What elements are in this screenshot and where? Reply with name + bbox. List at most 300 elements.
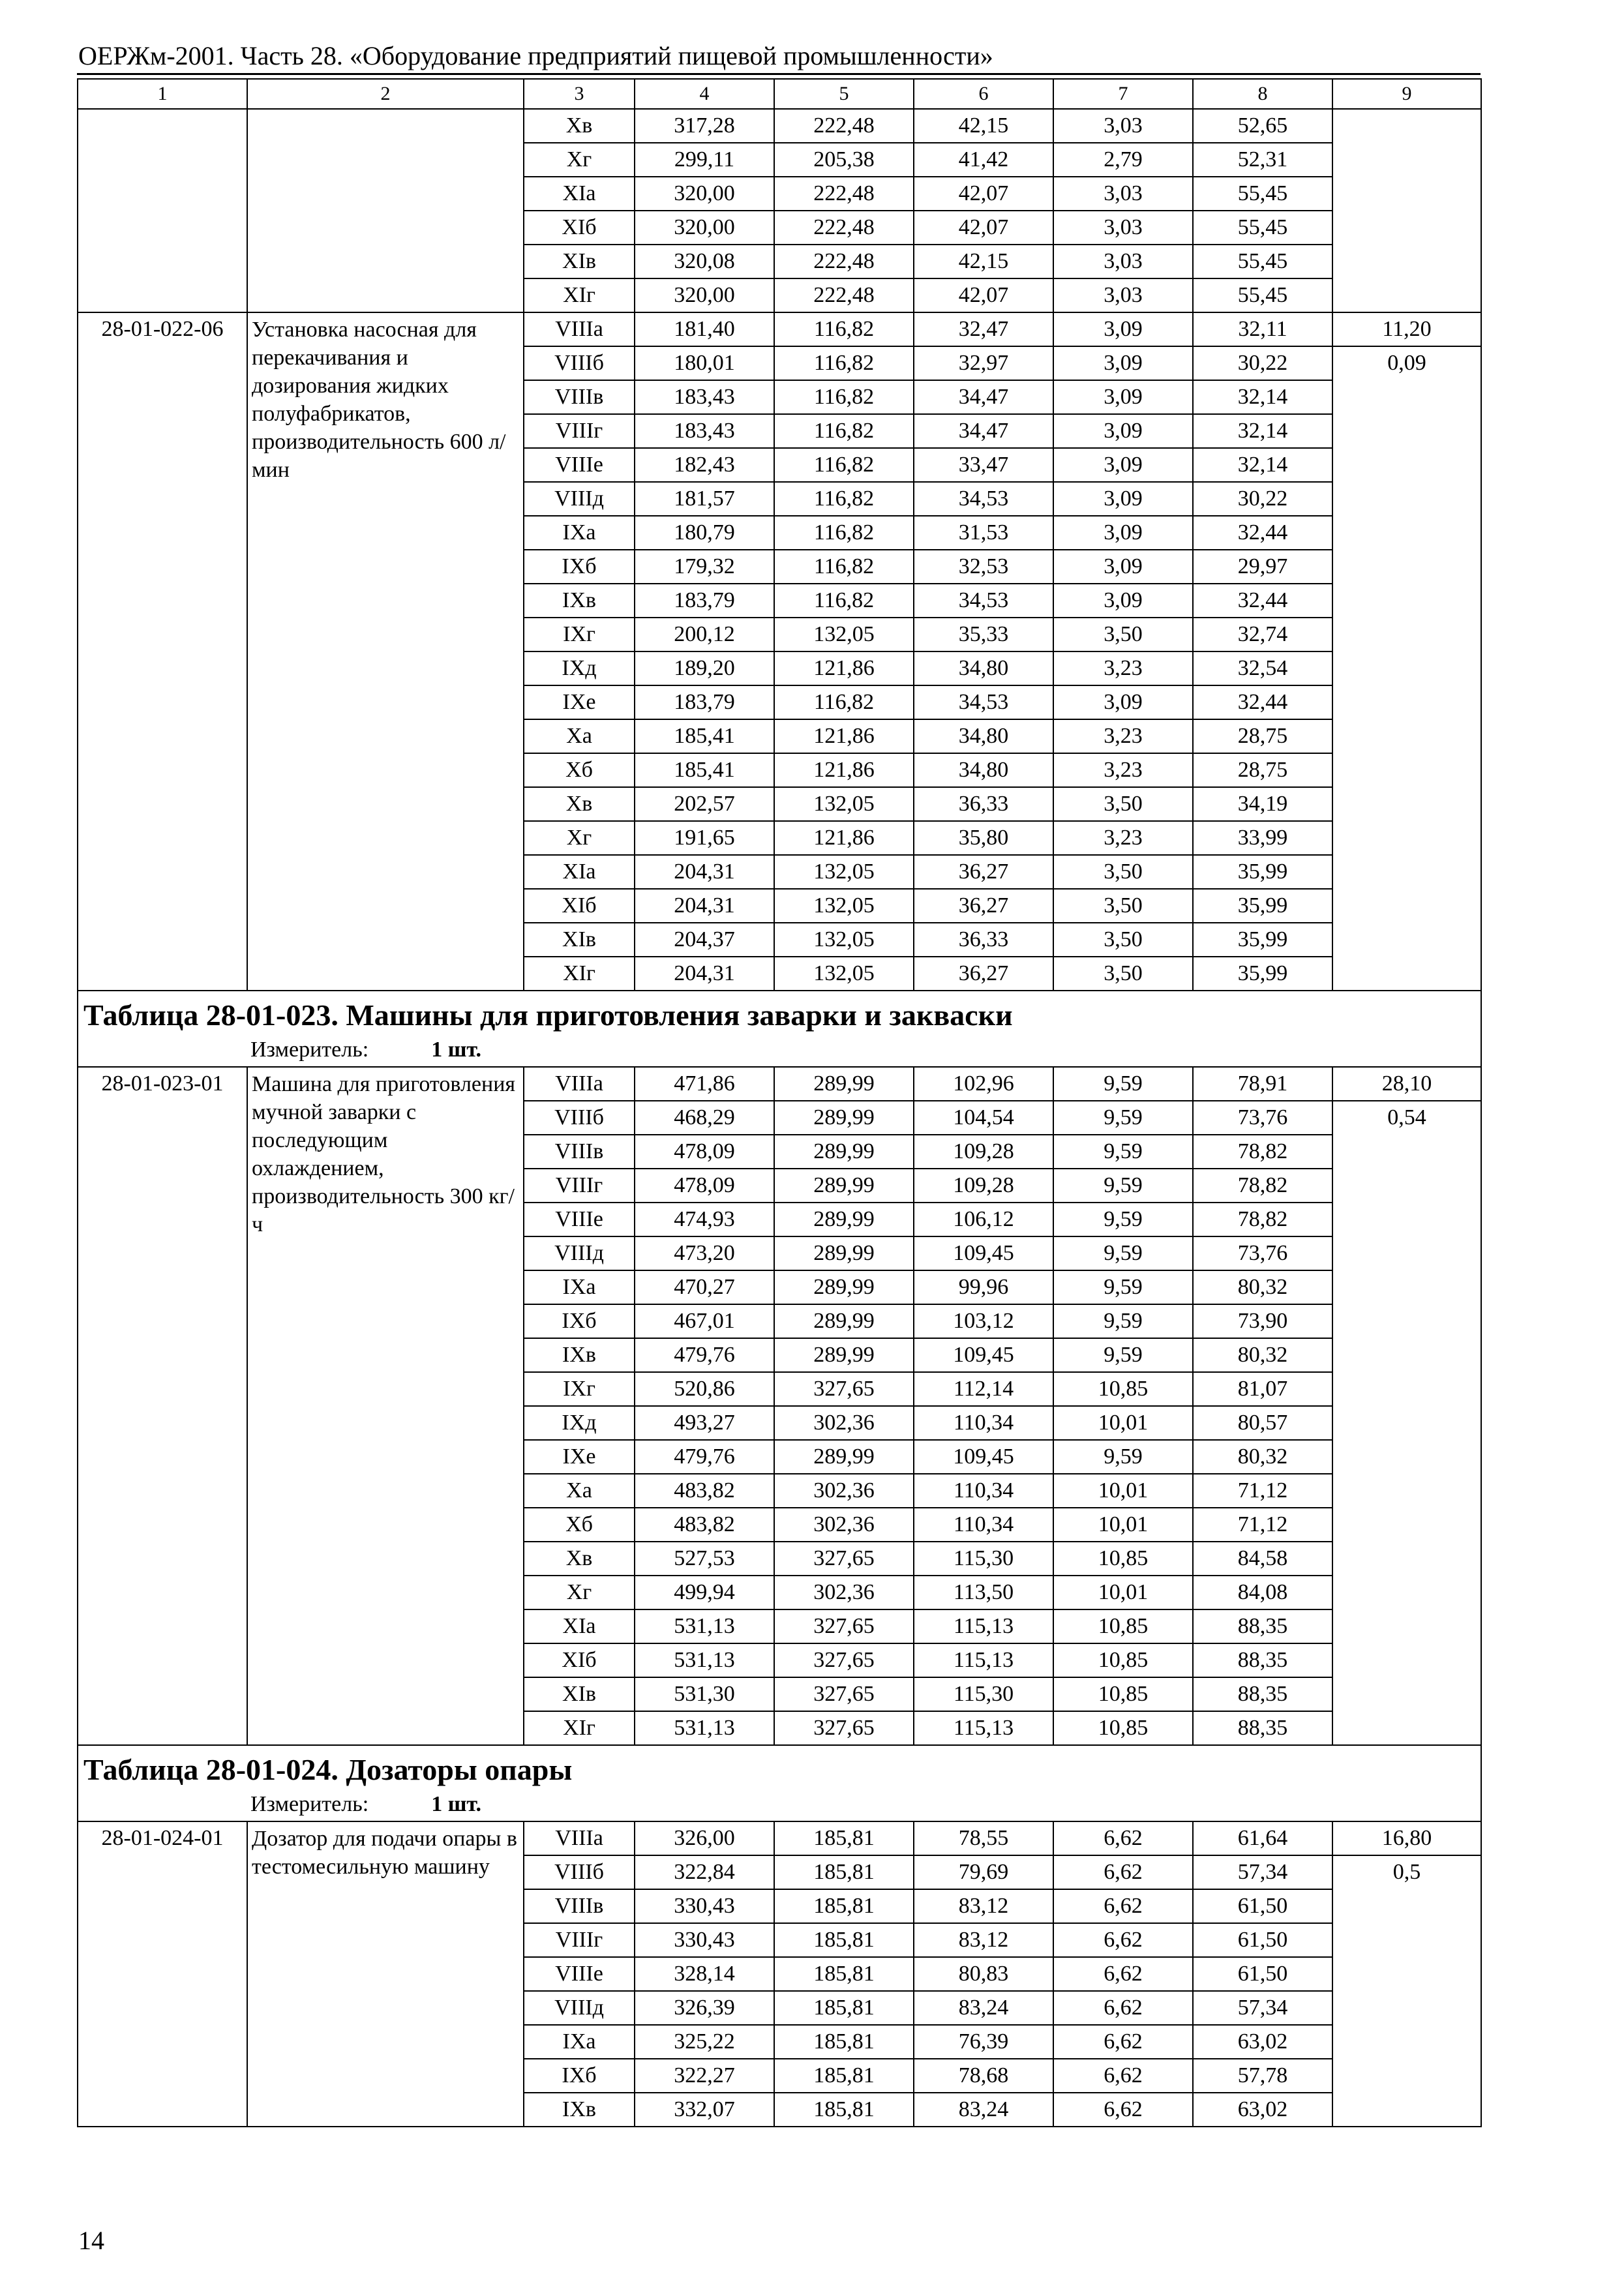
table-title-row — [78, 991, 1481, 1067]
value-cell: 3,09 — [1053, 516, 1193, 550]
value-cell: 88,35 — [1193, 1677, 1332, 1711]
value-cell: 9,59 — [1053, 1338, 1193, 1372]
value-cell: 10,01 — [1053, 1406, 1193, 1440]
column-number: 6 — [914, 79, 1053, 109]
value-cell: 116,82 — [774, 312, 914, 346]
value-cell: 289,99 — [774, 1101, 914, 1135]
value-cell: 322,27 — [635, 2059, 774, 2093]
value-cell: 6,62 — [1053, 1855, 1193, 1889]
value-cell: 99,96 — [914, 1270, 1053, 1304]
value-cell: 328,14 — [635, 1957, 774, 1991]
item-code: 28-01-024-01 — [78, 1821, 247, 2127]
value-cell: 109,45 — [914, 1236, 1053, 1270]
value-cell: 84,58 — [1193, 1542, 1332, 1576]
value-cell: 36,27 — [914, 855, 1053, 889]
value-cell: 132,05 — [774, 855, 914, 889]
table-row — [78, 109, 1481, 143]
value-cell: 289,99 — [774, 1135, 914, 1169]
value-cell: 320,00 — [635, 278, 774, 312]
value-cell: 325,22 — [635, 2025, 774, 2059]
value-cell: 116,82 — [774, 584, 914, 618]
item-description: Дозатор для подачи опары в тестомесильную машину — [247, 1821, 524, 2127]
value-cell: 42,07 — [914, 177, 1053, 211]
value-cell: 61,50 — [1193, 1889, 1332, 1923]
item-code — [78, 109, 247, 312]
zone-cell: XIг — [524, 957, 635, 991]
value-cell: 10,85 — [1053, 1609, 1193, 1643]
zone-cell: VIIIв — [524, 380, 635, 414]
value-cell: 6,62 — [1053, 1957, 1193, 1991]
value-cell: 9,59 — [1053, 1270, 1193, 1304]
value-cell: 36,33 — [914, 923, 1053, 957]
value-cell: 3,23 — [1053, 719, 1193, 753]
value-cell: 191,65 — [635, 821, 774, 855]
value-cell: 185,81 — [774, 1821, 914, 1855]
zone-cell: Xа — [524, 719, 635, 753]
zone-cell: VIIIа — [524, 1067, 635, 1101]
value-cell: 32,44 — [1193, 584, 1332, 618]
value-cell: 88,35 — [1193, 1609, 1332, 1643]
value-cell: 6,62 — [1053, 2059, 1193, 2093]
value-cell: 32,11 — [1193, 312, 1332, 346]
value-cell: 79,69 — [914, 1855, 1053, 1889]
value-cell: 483,82 — [635, 1474, 774, 1508]
value-cell: 327,65 — [774, 1372, 914, 1406]
value-cell: 116,82 — [774, 482, 914, 516]
value-cell: 289,99 — [774, 1169, 914, 1203]
zone-cell: Xг — [524, 1576, 635, 1609]
value-cell: 30,22 — [1193, 346, 1332, 380]
value-cell: 9,59 — [1053, 1067, 1193, 1101]
value-cell: 330,43 — [635, 1889, 774, 1923]
value-cell: 204,37 — [635, 923, 774, 957]
note-value: 0,09 — [1387, 351, 1426, 375]
zone-cell: Xв — [524, 787, 635, 821]
zone-cell: XIв — [524, 1677, 635, 1711]
zone-cell: XIб — [524, 889, 635, 923]
value-cell: 183,43 — [635, 414, 774, 448]
value-cell: 3,09 — [1053, 448, 1193, 482]
zone-cell: XIг — [524, 1711, 635, 1745]
zone-cell: IXг — [524, 618, 635, 651]
value-cell: 10,85 — [1053, 1542, 1193, 1576]
value-cell: 61,64 — [1193, 1821, 1332, 1855]
value-cell: 80,32 — [1193, 1338, 1332, 1372]
value-cell: 527,53 — [635, 1542, 774, 1576]
value-cell: 181,40 — [635, 312, 774, 346]
value-cell: 10,01 — [1053, 1508, 1193, 1542]
value-cell: 3,03 — [1053, 177, 1193, 211]
column-number: 3 — [524, 79, 635, 109]
value-cell: 3,09 — [1053, 380, 1193, 414]
value-cell: 61,50 — [1193, 1923, 1332, 1957]
value-cell: 3,50 — [1053, 923, 1193, 957]
value-cell: 6,62 — [1053, 1923, 1193, 1957]
value-cell: 116,82 — [774, 346, 914, 380]
value-cell: 6,62 — [1053, 2025, 1193, 2059]
value-cell: 3,09 — [1053, 482, 1193, 516]
unit-label: Измеритель: — [250, 1792, 369, 1816]
value-cell: 115,13 — [914, 1711, 1053, 1745]
unit-value: 1 шт. — [431, 1038, 482, 1062]
value-cell: 468,29 — [635, 1101, 774, 1135]
value-cell: 470,27 — [635, 1270, 774, 1304]
value-cell: 479,76 — [635, 1338, 774, 1372]
value-cell: 109,28 — [914, 1169, 1053, 1203]
value-cell: 9,59 — [1053, 1101, 1193, 1135]
value-cell: 76,39 — [914, 2025, 1053, 2059]
value-cell: 478,09 — [635, 1135, 774, 1169]
value-cell: 35,99 — [1193, 889, 1332, 923]
value-cell: 222,48 — [774, 177, 914, 211]
value-cell: 6,62 — [1053, 2093, 1193, 2127]
value-cell: 42,07 — [914, 278, 1053, 312]
zone-cell: VIIIд — [524, 482, 635, 516]
value-cell: 320,00 — [635, 177, 774, 211]
zone-cell: XIа — [524, 855, 635, 889]
value-cell: 3,50 — [1053, 957, 1193, 991]
value-cell: 116,82 — [774, 516, 914, 550]
zone-cell: XIв — [524, 923, 635, 957]
value-cell: 78,82 — [1193, 1169, 1332, 1203]
page-number: 14 — [78, 2226, 104, 2255]
value-cell: 327,65 — [774, 1677, 914, 1711]
value-cell: 42,07 — [914, 211, 1053, 245]
value-cell: 204,31 — [635, 889, 774, 923]
value-cell: 326,39 — [635, 1991, 774, 2025]
zone-cell: XIа — [524, 177, 635, 211]
value-cell: 222,48 — [774, 245, 914, 278]
value-cell: 3,03 — [1053, 211, 1193, 245]
value-cell: 109,45 — [914, 1338, 1053, 1372]
value-cell: 71,12 — [1193, 1474, 1332, 1508]
zone-cell: IXг — [524, 1372, 635, 1406]
value-cell: 55,45 — [1193, 211, 1332, 245]
value-cell: 326,00 — [635, 1821, 774, 1855]
value-cell: 183,79 — [635, 584, 774, 618]
zone-cell: Xв — [524, 1542, 635, 1576]
zone-cell: VIIIа — [524, 1821, 635, 1855]
value-cell: 204,31 — [635, 957, 774, 991]
zone-cell: IXд — [524, 651, 635, 685]
zone-cell: XIб — [524, 211, 635, 245]
value-cell: 189,20 — [635, 651, 774, 685]
value-cell: 10,01 — [1053, 1474, 1193, 1508]
column-number: 2 — [247, 79, 524, 109]
value-cell: 84,08 — [1193, 1576, 1332, 1609]
value-cell: 121,86 — [774, 821, 914, 855]
value-cell: 55,45 — [1193, 278, 1332, 312]
zone-cell: XIб — [524, 1643, 635, 1677]
zone-cell: IXе — [524, 685, 635, 719]
value-cell: 531,13 — [635, 1643, 774, 1677]
value-cell: 34,53 — [914, 482, 1053, 516]
note-value: 0,54 — [1387, 1105, 1426, 1130]
table-title: Таблица 28-01-024. Дозаторы опары — [83, 1753, 573, 1786]
value-cell: 185,81 — [774, 2025, 914, 2059]
value-cell: 32,53 — [914, 550, 1053, 584]
value-cell: 205,38 — [774, 143, 914, 177]
zone-cell: VIIIд — [524, 1236, 635, 1270]
column-number: 8 — [1193, 79, 1332, 109]
value-cell: 113,50 — [914, 1576, 1053, 1609]
item-note — [1332, 109, 1481, 312]
value-cell: 30,22 — [1193, 482, 1332, 516]
value-cell: 35,33 — [914, 618, 1053, 651]
zone-cell: VIIIа — [524, 312, 635, 346]
value-cell: 34,53 — [914, 685, 1053, 719]
value-cell: 116,82 — [774, 380, 914, 414]
item-note — [1332, 1067, 1481, 1745]
value-cell: 302,36 — [774, 1406, 914, 1440]
value-cell: 35,99 — [1193, 957, 1332, 991]
value-cell: 34,47 — [914, 414, 1053, 448]
value-cell: 78,68 — [914, 2059, 1053, 2093]
zone-cell: IXб — [524, 2059, 635, 2093]
value-cell: 3,03 — [1053, 245, 1193, 278]
value-cell: 289,99 — [774, 1236, 914, 1270]
value-cell: 83,24 — [914, 1991, 1053, 2025]
value-cell: 106,12 — [914, 1203, 1053, 1236]
zone-cell: XIг — [524, 278, 635, 312]
value-cell: 63,02 — [1193, 2025, 1332, 2059]
value-cell: 9,59 — [1053, 1169, 1193, 1203]
value-cell: 35,80 — [914, 821, 1053, 855]
value-cell: 61,50 — [1193, 1957, 1332, 1991]
value-cell: 520,86 — [635, 1372, 774, 1406]
value-cell: 28,75 — [1193, 719, 1332, 753]
value-cell: 185,81 — [774, 1855, 914, 1889]
zone-cell: VIIIв — [524, 1889, 635, 1923]
value-cell: 78,82 — [1193, 1203, 1332, 1236]
value-cell: 132,05 — [774, 923, 914, 957]
zone-cell: IXв — [524, 2093, 635, 2127]
value-cell: 9,59 — [1053, 1203, 1193, 1236]
value-cell: 33,47 — [914, 448, 1053, 482]
value-cell: 9,59 — [1053, 1236, 1193, 1270]
value-cell: 320,08 — [635, 245, 774, 278]
column-number: 7 — [1053, 79, 1193, 109]
value-cell: 32,74 — [1193, 618, 1332, 651]
value-cell: 6,62 — [1053, 1991, 1193, 2025]
value-cell: 88,35 — [1193, 1711, 1332, 1745]
value-cell: 330,43 — [635, 1923, 774, 1957]
note-value — [1333, 110, 1481, 142]
value-cell: 32,54 — [1193, 651, 1332, 685]
value-cell: 327,65 — [774, 1643, 914, 1677]
value-cell: 3,23 — [1053, 753, 1193, 787]
value-cell: 34,47 — [914, 380, 1053, 414]
zone-cell: IXд — [524, 1406, 635, 1440]
zone-cell: XIв — [524, 245, 635, 278]
value-cell: 52,65 — [1193, 109, 1332, 143]
value-cell: 10,85 — [1053, 1711, 1193, 1745]
value-cell: 109,28 — [914, 1135, 1053, 1169]
value-cell: 185,81 — [774, 2093, 914, 2127]
value-cell: 10,01 — [1053, 1576, 1193, 1609]
page-header: ОЕРЖм-2001. Часть 28. «Оборудование предприятий пищевой промышленности» — [78, 41, 993, 70]
value-cell: 200,12 — [635, 618, 774, 651]
value-cell: 10,85 — [1053, 1677, 1193, 1711]
zone-cell: XIа — [524, 1609, 635, 1643]
value-cell: 34,19 — [1193, 787, 1332, 821]
zone-cell: VIIIб — [524, 1855, 635, 1889]
value-cell: 3,03 — [1053, 278, 1193, 312]
value-cell: 104,54 — [914, 1101, 1053, 1135]
value-cell: 3,09 — [1053, 584, 1193, 618]
value-cell: 83,24 — [914, 2093, 1053, 2127]
value-cell: 110,34 — [914, 1474, 1053, 1508]
value-cell: 36,27 — [914, 957, 1053, 991]
value-cell: 222,48 — [774, 211, 914, 245]
value-cell: 185,41 — [635, 753, 774, 787]
value-cell: 3,23 — [1053, 821, 1193, 855]
value-cell: 9,59 — [1053, 1135, 1193, 1169]
zone-cell: VIIIг — [524, 1923, 635, 1957]
value-cell: 3,09 — [1053, 685, 1193, 719]
value-cell: 180,79 — [635, 516, 774, 550]
column-number: 4 — [635, 79, 774, 109]
value-cell: 116,82 — [774, 448, 914, 482]
value-cell: 78,91 — [1193, 1067, 1332, 1101]
value-cell: 317,28 — [635, 109, 774, 143]
value-cell: 112,14 — [914, 1372, 1053, 1406]
value-cell: 32,14 — [1193, 414, 1332, 448]
value-cell: 289,99 — [774, 1203, 914, 1236]
value-cell: 116,82 — [774, 550, 914, 584]
value-cell: 327,65 — [774, 1711, 914, 1745]
zone-cell: VIIIг — [524, 414, 635, 448]
zone-cell: VIIIе — [524, 448, 635, 482]
item-code: 28-01-022-06 — [78, 312, 247, 991]
value-cell: 474,93 — [635, 1203, 774, 1236]
value-cell: 531,13 — [635, 1711, 774, 1745]
value-cell: 71,12 — [1193, 1508, 1332, 1542]
item-note — [1332, 1821, 1481, 2127]
unit-line — [83, 1792, 1477, 1817]
value-cell: 34,80 — [914, 753, 1053, 787]
value-cell: 55,45 — [1193, 177, 1332, 211]
value-cell: 181,57 — [635, 482, 774, 516]
zone-cell: Xг — [524, 143, 635, 177]
value-cell: 179,32 — [635, 550, 774, 584]
zone-cell: IXа — [524, 2025, 635, 2059]
value-cell: 42,15 — [914, 245, 1053, 278]
value-cell: 121,86 — [774, 719, 914, 753]
zone-cell: IXа — [524, 516, 635, 550]
unit-line — [83, 1038, 1477, 1062]
value-cell: 10,85 — [1053, 1643, 1193, 1677]
note-value: 16,80 — [1333, 1822, 1481, 1856]
value-cell: 32,14 — [1193, 448, 1332, 482]
table-title-row — [78, 1745, 1481, 1821]
zone-cell: Xб — [524, 1508, 635, 1542]
value-cell: 115,30 — [914, 1677, 1053, 1711]
value-cell: 531,13 — [635, 1609, 774, 1643]
item-description: Установка насосная для перекачивания и дозирования жидких полуфабрикатов, производительность 600 л/мин — [247, 312, 524, 991]
value-cell: 222,48 — [774, 109, 914, 143]
column-number-row — [78, 79, 1481, 109]
value-cell: 3,03 — [1053, 109, 1193, 143]
value-cell: 80,57 — [1193, 1406, 1332, 1440]
value-cell: 57,34 — [1193, 1855, 1332, 1889]
value-cell: 35,99 — [1193, 923, 1332, 957]
value-cell: 9,59 — [1053, 1304, 1193, 1338]
note-value: 0,5 — [1392, 1860, 1421, 1884]
value-cell: 32,47 — [914, 312, 1053, 346]
value-cell: 3,50 — [1053, 787, 1193, 821]
value-cell: 289,99 — [774, 1304, 914, 1338]
value-cell: 29,97 — [1193, 550, 1332, 584]
value-cell: 88,35 — [1193, 1643, 1332, 1677]
value-cell: 222,48 — [774, 278, 914, 312]
note-value — [1333, 142, 1481, 175]
zone-cell: VIIIв — [524, 1135, 635, 1169]
value-cell: 35,99 — [1193, 855, 1332, 889]
value-cell: 132,05 — [774, 787, 914, 821]
zone-cell: VIIIе — [524, 1203, 635, 1236]
zone-cell: VIIIг — [524, 1169, 635, 1203]
value-cell: 3,09 — [1053, 414, 1193, 448]
value-cell: 479,76 — [635, 1440, 774, 1474]
table-row — [78, 312, 1481, 346]
value-cell: 185,81 — [774, 2059, 914, 2093]
table-title-cell — [78, 1745, 1481, 1821]
value-cell: 493,27 — [635, 1406, 774, 1440]
value-cell: 289,99 — [774, 1067, 914, 1101]
value-cell: 32,14 — [1193, 380, 1332, 414]
value-cell: 327,65 — [774, 1609, 914, 1643]
zone-cell: Xв — [524, 109, 635, 143]
zone-cell: Xб — [524, 753, 635, 787]
value-cell: 3,09 — [1053, 550, 1193, 584]
value-cell: 332,07 — [635, 2093, 774, 2127]
value-cell: 115,30 — [914, 1542, 1053, 1576]
zone-cell: IXб — [524, 1304, 635, 1338]
value-cell: 32,44 — [1193, 516, 1332, 550]
value-cell: 473,20 — [635, 1236, 774, 1270]
table-title-cell — [78, 991, 1481, 1067]
table-row — [78, 1821, 1481, 1855]
value-cell: 80,32 — [1193, 1270, 1332, 1304]
value-cell: 10,85 — [1053, 1372, 1193, 1406]
value-cell: 78,82 — [1193, 1135, 1332, 1169]
value-cell: 115,13 — [914, 1643, 1053, 1677]
item-description — [247, 109, 524, 312]
value-cell: 32,97 — [914, 346, 1053, 380]
zone-cell: Xг — [524, 821, 635, 855]
table-title: Таблица 28-01-023. Машины для приготовления заварки и закваски — [83, 998, 1013, 1032]
value-cell: 289,99 — [774, 1338, 914, 1372]
unit-label: Измеритель: — [250, 1038, 369, 1062]
value-cell: 467,01 — [635, 1304, 774, 1338]
value-cell: 499,94 — [635, 1576, 774, 1609]
value-cell: 204,31 — [635, 855, 774, 889]
value-cell: 102,96 — [914, 1067, 1053, 1101]
value-cell: 3,09 — [1053, 312, 1193, 346]
value-cell: 322,84 — [635, 1855, 774, 1889]
value-cell: 302,36 — [774, 1508, 914, 1542]
value-cell: 73,76 — [1193, 1101, 1332, 1135]
value-cell: 9,59 — [1053, 1440, 1193, 1474]
value-cell: 320,00 — [635, 211, 774, 245]
value-cell: 31,53 — [914, 516, 1053, 550]
value-cell: 41,42 — [914, 143, 1053, 177]
value-cell: 3,50 — [1053, 855, 1193, 889]
zone-cell: IXе — [524, 1440, 635, 1474]
value-cell: 132,05 — [774, 957, 914, 991]
value-cell: 28,75 — [1193, 753, 1332, 787]
